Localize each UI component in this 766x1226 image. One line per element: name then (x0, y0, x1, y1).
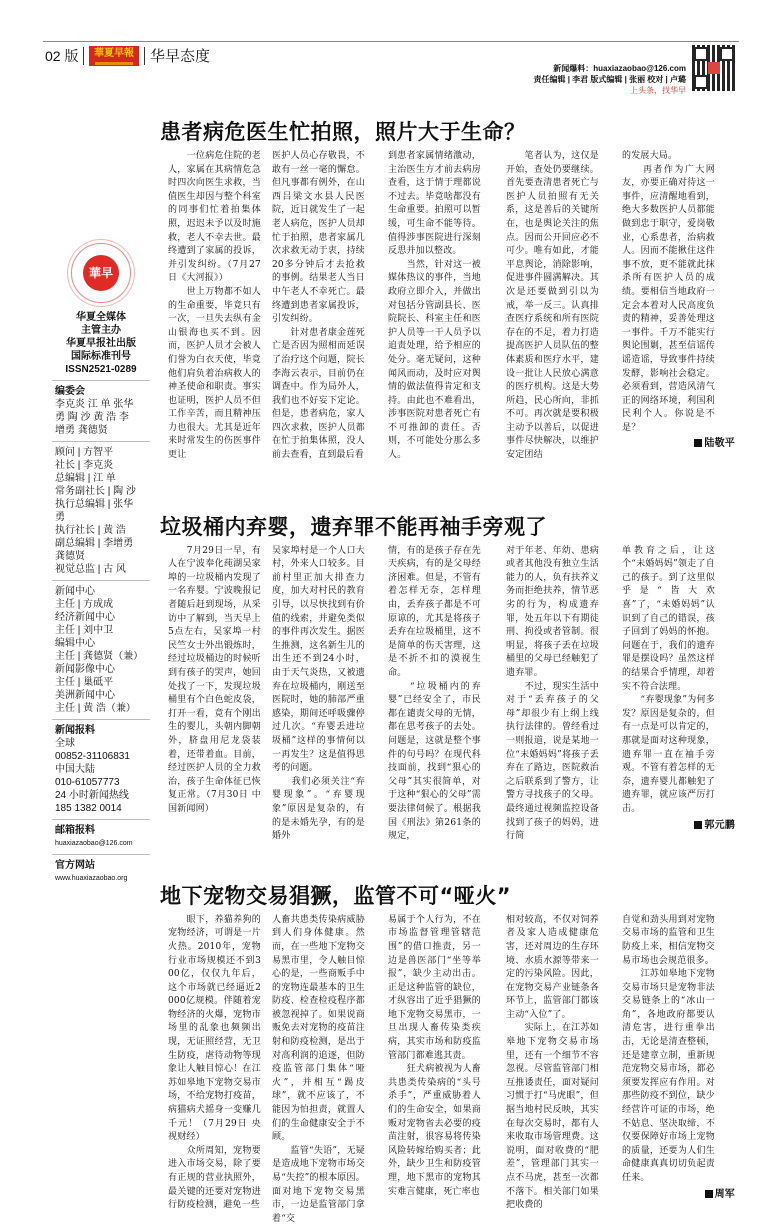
article-column (506, 545, 599, 844)
article-paragraph: 江苏如皋地下宠物交易市场只是宠物非法交易链条上的“冰山一角”，各地政府都要认清危害，进行重拳出击，无论是清查整顿，还是建章立制，重新规范宠物交易市场，都必须要发挥应有作用。对那些防疫不到位，缺少经营许可证的市场，绝不姑息、坚决取缔，不仅要保障好市场上宠物的质量，还要为人们生命健康真真切切负起责任来。 (622, 969, 715, 1183)
article-paragraph: 针对患者康金莲死亡是否因为照相而延误了治疗这个问题，院长李海云表示，目前仍在调查中。作为局外人，我们也不好妄下定论。但是，患者病危，家人四次求救，医护人员都在忙于拍集体照，没人前去查看，直到最后看 (272, 327, 365, 461)
article-paragraph: 的发展大局。 (622, 151, 678, 161)
publisher-line: ISSN2521-0289 (65, 364, 137, 375)
website-block (52, 854, 150, 885)
department-line: 美洲新闻中心 (55, 690, 115, 701)
department-line: 编辑中心 (55, 638, 95, 649)
article-byline: 郭元鹏 (622, 819, 735, 833)
staff-line: 勇 (55, 512, 65, 523)
article-paragraph: 世上万物都不如人的生命重要，毕竟只有一次，一旦失去纵有金山银海也买不到。因而，医护人员才会被人们誉为白衣天使，毕竟他们肩负着治病救人的神圣使命和职责。事实也证明，医护人员不但工作辛苦，而且精神压力也很大。尤其是近年来时常发生的伤医事件更让 (168, 286, 261, 461)
newspaper-logo (89, 46, 139, 66)
article-columns (160, 914, 750, 1226)
staff-line: 执行总编辑 | 张华 (55, 499, 134, 510)
article-column (622, 914, 735, 1202)
article-paragraph: 7月29日一早，有人在宁波奉化莼湖吴家埠的一垃圾桶内发现了一名弃婴。宁波晚报记者随后赶到现场，从采访中了解到，当天早上5点左右，吴家埠一村民竺女士外出锻炼时，经过垃圾桶边的时候听到有孩子的哭声，她回处找了一下，发现垃圾桶里有个白色蛇皮袋，打开一看，竟有个刚出生的婴儿，头朝内脚朝外，脐盘用尼龙袋装着，还带着血。目前，经过医护人员的全力救治，孩子生命体征已恢复正常。（7月30日 中国新闻网） (168, 545, 261, 814)
website-title: 官方网站 (55, 860, 95, 871)
board-member-line: 勇 陶 沙 黄 浩 李 (55, 412, 129, 423)
article-paragraph: 实际上，在江苏如皋地下宠物交易市场里，还有一个细节不容忽视。尽管监管部门相互推诿责任，面对疑问习惯于打“马虎眼”，但据当地村民反映，其实在每次交易时，都有人来收取市场管理费。这说明，面对收费的“肥差”，管理部门其实一点不马虎，甚至一次都不落下。相关部门如果把收费的 (506, 1023, 599, 1211)
staff-line: 社长 | 李克炎 (55, 460, 114, 471)
staff-list (52, 441, 150, 576)
article-column (168, 150, 261, 463)
department-line: 新闻中心 (55, 586, 95, 597)
article-column (272, 150, 365, 463)
department-line: 经济新闻中心 (55, 612, 115, 623)
hotline-line: 全球 (55, 738, 75, 749)
hotline-block (52, 719, 150, 815)
article-paragraph: 笔者认为，这仅是开始，查处仍要继续。首先要查清患者死亡与医护人员拍照有无关系，这是善后的关键所在，也是舆论关注的焦点。因而公开回应必不可少。唯有如此，才能平息舆论，消除影响，促进事件圆满解决。其次是还要做到引以为戒，举一反三。认真排查医疗系统和所有医院存在的不足，着力打造提高医护人员队伍的整体素质和医疗水平，建设一批让人民放心满意的医疗机构。这是大势所趋，民心所向，非抓不可。再次就是要积极主动予以善后，以促进事件尽快解决，以维护安定团结 (506, 151, 599, 461)
board-title: 编委会 (55, 386, 85, 397)
article-paragraph: 到患者家属情绪激动，主治医生方才前去病房查看，这于情于理都说不过去。毕竟啥都没有生命重要。拍照可以暂缓，可生命不能等待。值得涉事医院进行深刻反思并加以整改。 (388, 151, 481, 257)
publisher-line: 主管主办 (81, 325, 121, 336)
seal-logo-icon (71, 243, 131, 303)
department-list (52, 580, 150, 715)
publisher-info (52, 311, 150, 376)
article-column (506, 150, 599, 463)
article (160, 882, 750, 1226)
edition-number: 02 版 (45, 48, 79, 64)
article-paragraph: 医护人员心存敬畏，不敢有一丝一毫的懈怠。但凡事都有例外，在山西吕梁文水县人民医院，近日就发生了一起老人病危，医护人员却忙于拍照，患者家属几次求救无动于衷，持续20多分钟后才去抢救的事例。结果老人当日中午老人不幸死亡。最终遭到患者家属投诉，引发纠纷。 (272, 151, 365, 325)
staff-line: 执行社长 | 黄 浩 (55, 525, 126, 536)
section-title: 华早态度 (150, 48, 211, 65)
divider (144, 47, 145, 65)
sidebar (52, 240, 150, 885)
department-line: 主任 | 刘中卫 (55, 625, 114, 636)
article-paragraph: 单教育之后，让这个“未婚妈妈”领走了自己的孩子。到了这里似乎是“皆大欢喜”了，“未婚妈妈”认识到了自己的错误，孩子回到了妈妈的怀抱。问题在于，我们的遗弃罪是摆设吗？虽然这样的结果合乎情理，却着实不符合法理。 (622, 545, 715, 692)
tipline: 新闻爆料：huaxiazaobao@126.com (553, 64, 686, 73)
staff-line: 常务副社长 | 陶 沙 (55, 486, 136, 497)
hotline-title: 新闻报料 (55, 725, 95, 736)
article-paragraph: 我们必须关注“弃婴现象”。“弃婴现象”原因是复杂的，有的是未婚先孕，有的是婚外 (272, 776, 365, 842)
publisher-line: 华夏早报社出版 (66, 338, 136, 349)
staff-credits: 责任编辑 | 李君 版式编辑 | 张丽 校对 | 卢璐 (533, 75, 686, 84)
staff-line: 龚德贤 (55, 551, 85, 562)
divider (83, 47, 84, 65)
article-paragraph: 相对较高，不仅对饲养者及家人造成健康危害，还对周边的生存环境、水质水源等带来一定的污染风险。因此，在宠物交易产业链条各环节上，监管部门都该主动“入位”了。 (506, 914, 599, 1020)
article-paragraph: 不过，现实生活中对于“丢弃孩子的父母”却很少有上纲上线执行法律的。曾经看过一则报道，说是某地一位“未婚妈妈”将孩子丢弃在了路边，医院救治之后联系到了警方，让警方寻找孩子的父母。最终通过视频监控设备找到了孩子的妈妈，进行简 (506, 681, 599, 842)
article-paragraph: “垃圾桶内的弃婴”已经安全了，市民都在谴责父母的无情，都在思考孩子的去处。问题是，这就是整个事件的句号吗？在现代科技面前，找到“狠心的父母”其实很简单，对于这种“狠心的父母”需要法律伺候了。根据我国《刑法》第261条的规定， (388, 681, 481, 842)
article-paragraph: 易属于个人行为，不在市场监督管理管辖范围”的借口推责，另一边是兽医部门“坐等举报”，缺少主动出击。正是这种监管的缺位，才纵容出了近乎猖獗的地下宠物交易黑市，一旦出现人畜传染类疾病，其实市场和防疫监管部门都难逃其责。 (388, 914, 481, 1061)
article-paragraph: 一位病危住院的老人，家属在其病情危急时四次向医生求救，当值医生却因与整个科室的同事们忙着拍集体照，迟迟未予以及时施救，老人不幸去世。最终遭到了家属的投诉，并引发纠纷。（7月27日《大河报》） (168, 151, 261, 284)
article-paragraph: 吴家埠村是一个人口大村，外来人口较多。目前村里正加大排查力度，加大对村民的教育引导，以尽快找到有价值的线索，并避免类似的事件再次发生。据医生推测，这名新生儿的出生还不到24小时，由于天气炎热，又被遗弃在垃圾桶内，刚送至医院时，她的肺部严重感染，期间还呼吸骤停过几次。“弃婴丢进垃圾桶”这样的事情何以一再发生？这是值得思考的问题。 (272, 545, 365, 774)
website-link[interactable]: www.huaxiazaobao.org (55, 875, 128, 882)
hotline-line: 185 1382 0014 (55, 803, 122, 814)
header-rule (43, 41, 739, 42)
article-paragraph: 对于年老、年幼、患病或者其他没有独立生活能力的人，负有扶养义务而拒绝扶养，情节恶劣的行为，构成遗弃罪，处五年以下有期徒刑、拘役或者管制。很明显，将孩子丢在垃圾桶里的父母已经触犯了遗弃罪。 (506, 545, 599, 678)
article-headline: 患者病危医生忙拍照，照片大于生命？ (160, 120, 526, 144)
staff-line: 顾问 | 方智平 (55, 447, 114, 458)
article (160, 118, 750, 463)
article-paragraph: 监管“失语”，无疑是造成地下宠物市场交易“失控”的根本原因。面对地下宠物交易黑市，一边是监管部门拿着“交 (272, 1145, 365, 1224)
article-paragraph: 人畜共患类传染病威胁到人们身体健康。然而，在一些地下宠物交易黑市里，令人触目惊心的是，一些商贩手中的宠物连最基本的卫生防疫、检查检疫程序都被忽视掉了。如果说商贩免去对宠物的疫苗注射和防疫检测，是出于对高利润的追逐，但防疫监管部门集体“哑火”，并相互“踢皮球”，就不应该了，不能因为怕担责，就置人们的生命健康安全于不顾。 (272, 914, 365, 1143)
article-headline: 垃圾桶内弃婴，遗弃罪不能再袖手旁观了 (160, 514, 547, 539)
article-paragraph: 眼下，养猫养狗的宠物经济，可谓是一片火热。2010年，宠物行业市场规模还不到300亿，仅仅九年后，这个市场就已经逼近2000亿规模。伴随着宠物经济的火爆，宠物市场里的乱象也频频出现，无证照经营，无卫生防疫，虐待动物等现象让人触目惊心！在江苏如皋地下宠物交易市场，不给宠物打疫苗，病猫病犬摇身一变赚几千元！（7月29日 央视财经） (168, 914, 261, 1143)
hotline-line: 010-61057773 (55, 777, 120, 788)
logo-text: 華夏早報 (94, 48, 134, 59)
article-paragraph: 众所周知，宠物要进入市场交易，除了要有正规的营业执照外，最关键的还要对宠物进行防疫检测，避免一些 (168, 1145, 261, 1211)
article-paragraph: 狂犬病被视为人畜共患类传染病的“头号杀手”，严重威胁着人们的生命安全，如果商贩对宠物省去必要的疫苗注射，很容易将传染风险转嫁给购买者；此外，缺少卫生和防疫管理，地下黑市的宠物其实难言健康，死亡率也 (388, 1064, 481, 1197)
publisher-line: 华夏全媒体 (76, 312, 126, 323)
editorial-board (52, 380, 150, 437)
department-line: 主任 | 黄 浩（兼） (55, 703, 136, 714)
article-byline: 周军 (622, 1188, 735, 1202)
seal-text: 華早 (83, 255, 119, 291)
article-column (388, 914, 481, 1199)
article-paragraph: 自觉和劲头用到对宠物交易市场的监管和卫生防疫上来，相信宠物交易市场也会规范很多。 (622, 914, 715, 966)
article-byline: 陆敬平 (622, 437, 735, 451)
article-columns (160, 150, 750, 463)
article-columns (160, 545, 750, 844)
article-column (622, 545, 735, 833)
qr-code-icon[interactable] (692, 45, 736, 91)
articles-area (160, 118, 750, 1226)
publisher-line: 国际标准刊号 (71, 351, 131, 362)
article-paragraph: “弃婴现象”为何多发？原因是复杂的，但有一点是可以肯定的，那就是面对这种现象，遗弃罪一直在袖手旁观。不管有着怎样的无奈，遗弃婴儿都触犯了遗弃罪，就应该严厉打击。 (622, 695, 715, 814)
department-line: 主任 | 龚德贤（兼） (55, 651, 144, 662)
staff-line: 副总编辑 | 李增勇 (55, 538, 134, 549)
article-paragraph: 情，有的是孩子存在先天疾病，有的是父母经济困难。但是，不管有着怎样无奈，怎样理由，丢弃孩子都是不可原谅的，尤其是将孩子丢弃在垃圾桶里，这不是简单的伤天害理，这是不折不扣的漠视生命。 (388, 545, 481, 678)
article-column (168, 545, 261, 817)
staff-line: 总编辑 | 江 单 (55, 473, 116, 484)
article (160, 513, 750, 844)
email-block (52, 819, 150, 850)
article-column (272, 545, 365, 844)
department-line: 新闻影像中心 (55, 664, 115, 675)
email-link[interactable]: huaxiazaobao@126.com (55, 840, 133, 847)
article-column (506, 914, 599, 1213)
article-paragraph: 当然，针对这一被媒体热议的事件，当地政府立即介入，并做出对包括分管副县长、医院院长、科室主任和医护人员等一干人员予以追责处理，给予相应的处分。毫无疑问，这种闻风而动，及时应对舆情的做法值得肯定和支持。由此也不难看出，涉事医院对患者死亡有不可推卸的责任。否则，不可能处分那么多人。 (388, 259, 481, 461)
department-line: 主任 | 巢砥平 (55, 677, 114, 688)
hotline-line: 24 小时新闻热线 (55, 790, 129, 801)
article-column (388, 150, 481, 463)
article-column (388, 545, 481, 844)
article-headline: 地下宠物交易猖獗，监管不可“哑火” (160, 883, 512, 908)
department-line: 主任 | 方成成 (55, 599, 114, 610)
slogan: 上头条，找华早 (630, 86, 686, 95)
staff-line: 视觉总监 | 古 风 (55, 564, 126, 575)
article-column (168, 914, 261, 1213)
article-column (622, 150, 735, 451)
hotline-line: 中国大陆 (55, 764, 95, 775)
article-column (272, 914, 365, 1226)
email-title: 邮箱报料 (55, 825, 95, 836)
hotline-line: 00852-31106831 (55, 751, 130, 762)
board-member-line: 李克炎 江 单 张华 (55, 399, 134, 410)
article-paragraph: 再者作为广大网友，亦要正确对待这一事件，应清醒地看到，绝大多数医护人员都能做到忠于职守，爱岗敬业，心系患者，治病救人。因而不能揪住这件事不放，更不能就此抹杀所有医护人员的成绩。要相信当地政府一定会本着对人民高度负责的精神，妥善处理这一事件。千万不能实行舆论围剿，甚至信谣传谣造谣，导致事件持续发酵，影响社会稳定。必须看到，营造风清气正的网络环境，利国利民利个人。你说是不是？ (622, 164, 715, 433)
board-member-line: 增勇 龚德贤 (55, 425, 108, 436)
